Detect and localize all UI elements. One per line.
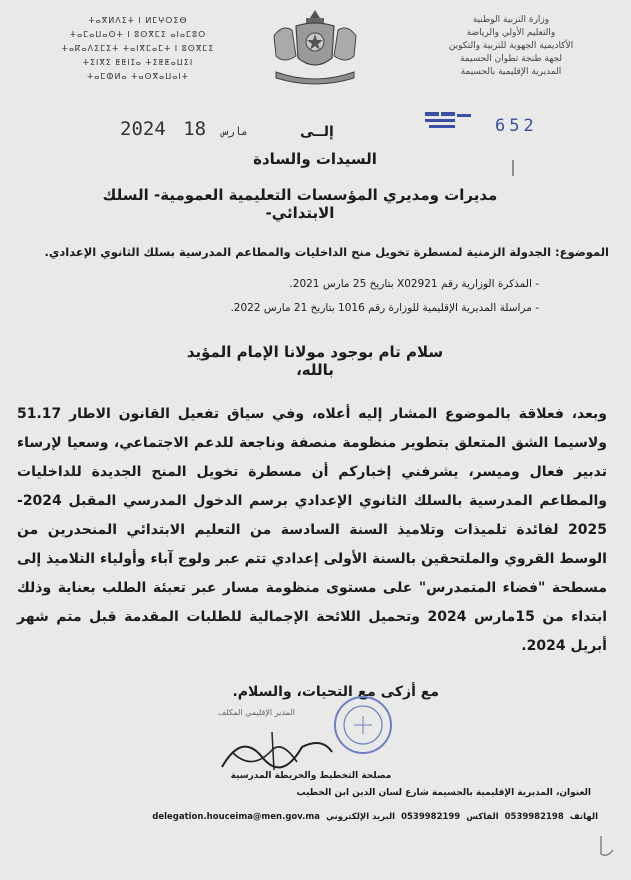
signatory-title: المدير الإقليمي المكلف (218, 708, 295, 717)
to-label: إلــى (300, 124, 334, 140)
ministry-line: والتعليم الأولي والرياضة (466, 28, 556, 38)
ministry-header-arabic (411, 14, 611, 79)
salutation: سلام تام بوجود مولانا الإمام المؤيد بالله، (186, 343, 444, 379)
email-value: delegation.houceima@men.gov.ma (152, 812, 320, 822)
pen-mark-icon (510, 160, 516, 178)
service-name: مصلحة التخطيط والخريطة المدرسية (230, 771, 392, 781)
letter-body: وبعد، فعلاقة بالموضوع المشار إليه أعلاه، وفي سياق تفعيل القانون الاطار 51.17 ولاسيما الشق المتعلق بتطوير منظومة منصفة وناجعة للدعم الاجتماعي، وسعيا لإرساء تدبير فعال وميسر، يشرفني إخباركم أن مسطرة تخويل المنح الجديدة للداخليات والمطاعم المدرسية بالسلك الثانوي الإعدادي برسم الدخول المدرسي المقبل 2024-2025 لفائدة تلميذات وتلاميذ السنة السادسة من التعليم الابتدائي المنحدرين من الوسط القروي والملتحقين بالسنة الأولى إعدادي تتم عبر ولوج آباء وأولياء التلاميذ إلى مسطحة "فضاء المتمدرس" على مستوى منظومة مسار عبر تعبئة الطلب بعناية وذلك ابتداء من 15مارس 2024 وتحميل اللائحة الإجمالية للطلبات المقدمة قبل متم شهر أبريل 2024. (17, 406, 607, 654)
coat-of-arms-icon (262, 6, 368, 90)
tifinagh-line: ⵜⴰⵎⴰⵡⴰⵙⵜ ⵏ ⵓⵙⴳⵎⵉ ⴰⵏⴰⵎⵓⵔ (69, 30, 207, 39)
ministry-line: وزارة التربية الوطنية (472, 15, 550, 25)
phone-value: 0539982198 (504, 812, 564, 822)
date-stamp (120, 118, 252, 140)
tifinagh-line: ⵜⴰⴽⴰⴷⵉⵎⵉⵜ ⵜⴰⵏⴳⵎⴰⵎⵜ ⵏ ⵓⵙⴳⵎⵉ (61, 44, 215, 53)
reference-item: - المذكرة الوزارية رقم X02921 بتاريخ 25 مارس 2021. (119, 272, 539, 296)
phone-label: الهاتف (569, 812, 598, 822)
ministry-header-tifinagh (28, 14, 248, 84)
references-list (119, 272, 539, 320)
email-label: البريد الإلكتروني (325, 812, 396, 822)
recipient-line-2: مديرات ومديري المؤسسات التعليمية العمومية- السلك الابتدائي- (102, 186, 498, 222)
date-month: مارس (221, 125, 249, 138)
date-day: 18 (183, 118, 207, 140)
official-seal-icon (332, 694, 394, 756)
contact-line (128, 812, 598, 822)
date-year: 2024 (120, 118, 166, 140)
ministry-line: الأكاديمية الجهوية للتربية والتكوين (448, 41, 574, 51)
corner-mark-icon (593, 832, 623, 862)
fax-label: الفاكس (466, 812, 499, 822)
fax-value: 0539982199 (401, 812, 461, 822)
subject-line: الموضوع: الجدولة الزمنية لمسطرة تخويل منح الداخليات والمطاعم المدرسية بسلك الثانوي الإعدادي. (44, 245, 609, 259)
address-line: العنوان، المديرية الإقليمية بالحسيمة شارع لسان الدين ابن الخطيب (296, 788, 591, 798)
ministry-line: المديرية الإقليمية بالحسيمة (460, 67, 562, 77)
tifinagh-line: ⵜⴰⵎⵀⵍⴰ ⵜⴰⵙⴳⴰⵡⴰⵏⵜ (87, 72, 189, 81)
recipient-line-1: السيدات والسادة (253, 150, 377, 168)
reference-number-stamp: 652 (495, 116, 538, 136)
ministry-line: لجهة طنجة تطوان الحسيمة (459, 54, 563, 64)
tifinagh-line: ⵜⴰⴳⵍⴷⵉⵜ ⵏ ⵍⵎⵖⵔⵉⴱ (88, 16, 188, 25)
barcode-stamp-icon (425, 112, 473, 130)
reference-item: - مراسلة المديرية الإقليمية للوزارة رقم 1016 بتاريخ 21 مارس 2022. (119, 296, 539, 320)
letter-footer (31, 768, 591, 802)
tifinagh-line: ⵜⵉⵏⴳⵉ ⵟⵟⵏⵊⴰ ⵜⵉⵟⵟⴰⵡⵉⵏ (82, 58, 194, 67)
closing-line: مع أزكى مع التحيات، والسلام. (232, 684, 439, 700)
